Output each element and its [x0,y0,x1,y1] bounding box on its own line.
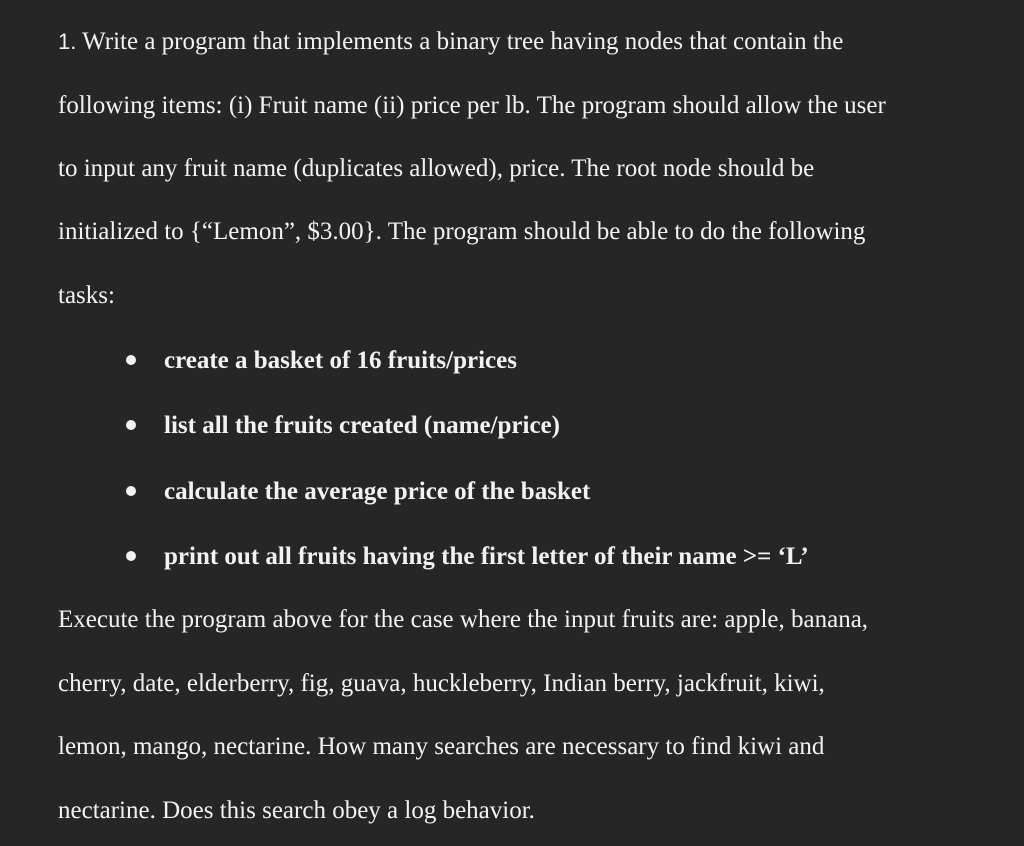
task-item: create a basket of 16 fruits/prices [126,346,517,376]
execute-line-4: nectarine. Does this search obey a log behavior. [58,797,535,824]
task-item: calculate the average price of the basket [126,477,590,507]
intro-line-2: following items: (i) Fruit name (ii) price per lb. The program should allow the user [58,92,886,119]
task-item: list all the fruits created (name/price) [126,411,560,441]
execute-line-1: Execute the program above for the case where the input fruits are: apple, banana, [58,606,869,633]
bullet-icon [126,551,136,561]
bullet-icon [126,486,136,496]
execute-line-3: lemon, mango, nectarine. How many searches are necessary to find kiwi and [58,733,825,760]
execute-line-2: cherry, date, elderberry, fig, guava, huckleberry, Indian berry, jackfruit, kiwi, [58,670,825,697]
task-item: print out all fruits having the first letter of their name >= ‘L’ [126,542,809,572]
question-number: 1. [58,29,77,54]
intro-line-5: tasks: [58,282,115,309]
intro-line-3: to input any fruit name (duplicates allowed), price. The root node should be [58,155,815,182]
bullet-icon [126,355,136,365]
intro-line-4: initialized to {“Lemon”, $3.00}. The program should be able to do the following [58,218,866,245]
intro-line-1: 1. Write a program that implements a binary tree having nodes that contain the [58,28,844,55]
bullet-icon [126,420,136,430]
